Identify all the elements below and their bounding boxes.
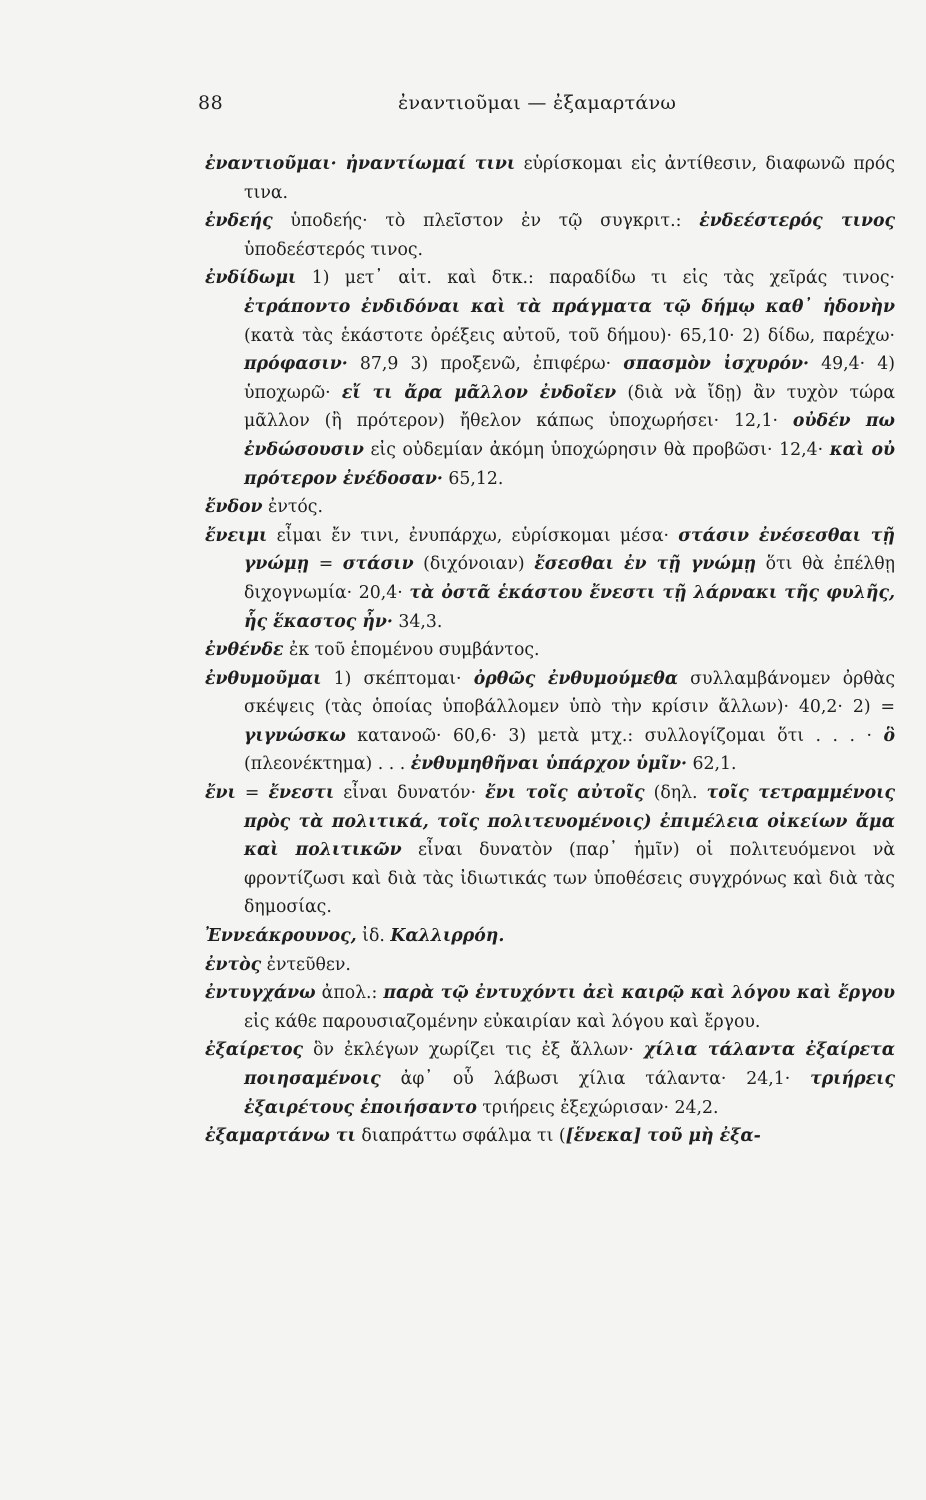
greek-quotation: τοῖς τετραμμένοις πρὸς τὰ πολιτικά, τοῖς πολιτευομένοις) ἐπιμέλεια οἰκείων ἅμα καὶ πολιτικῶν (244, 783, 895, 861)
entry-text: 62,1. (687, 754, 737, 775)
dictionary-entry (205, 979, 895, 1036)
entry-text: (πλεονέκτημα) . . . (244, 754, 411, 775)
entry-text: ἀπολ.: (315, 983, 384, 1004)
greek-quotation: σπασμὸν ἰσχυρόν· (623, 354, 810, 375)
dictionary-entry (205, 665, 895, 779)
entry-text: ἐντεῦθεν. (261, 954, 351, 975)
entry-text: (δηλ. (644, 783, 707, 804)
greek-quotation: πρόφασιν· (244, 354, 348, 375)
entry-text: ἀφ᾽ οὗ λάβωσι χίλια τάλαντα· 24,1· (380, 1069, 811, 1089)
entry-text: = (235, 783, 269, 804)
entry-text: συλλαμβάνομεν ὀρθὰς σκέψεις (τὰς ὁποίας ὑποβάλλομεν ὑπὸ τὴν κρίσιν ἄλλων)· 40,2· 2) = (244, 668, 896, 718)
entry-headword: ἔνδον (205, 497, 263, 518)
entry-headword: ἐξαμαρτάνω τι (205, 1126, 356, 1147)
greek-quotation: ἔσεσθαι ἐν τῇ γνώμῃ (534, 554, 757, 575)
greek-quotation: ἔνι τοῖς αὐτοῖς (485, 783, 645, 804)
dictionary-entry (205, 1122, 895, 1151)
dictionary-entry (205, 779, 895, 922)
entry-text: ὅτι θὰ ἐπέλθῃ διχογνωμία· 20,4· (244, 554, 896, 603)
entry-headword: ἐνδεής (205, 211, 273, 232)
entry-text: τριήρεις ἐξεχώρισαν· 24,2. (476, 1097, 719, 1118)
entry-headword: ἐξαίρετος (205, 1040, 304, 1061)
entry-text: (κατὰ τὰς ἑκάστοτε ὀρέξεις αὐτοῦ, τοῦ δήμου)· 65,10· 2) δίδω, παρέχω· (244, 325, 895, 346)
greek-quotation: χίλια τάλαντα ἐξαίρετα ποιησαμένοις (244, 1040, 895, 1089)
entry-text: ἐντός. (262, 497, 323, 518)
entry-headword: ἐναντιοῦμαι· ἠναντίωμαί τινι (205, 154, 516, 174)
dictionary-entry (205, 207, 895, 264)
dictionary-entry (205, 951, 895, 980)
entry-text: ἰδ. (356, 926, 391, 947)
greek-quotation: εἴ τι ἄρα μᾶλλον ἐνδοῖεν (341, 382, 617, 403)
dictionary-entry (205, 922, 895, 951)
entry-headword: ἐνδίδωμι (205, 268, 297, 289)
greek-quotation: [ἕνεκα] τοῦ μὴ ἐξα- (565, 1126, 761, 1147)
dictionary-entry (205, 522, 895, 636)
dictionary-entry (205, 1036, 895, 1122)
entry-headword: ἐνθυμοῦμαι (205, 668, 322, 689)
greek-quotation: ἐνθυμηθῆναι ὑπάρχον ὑμῖν· (410, 754, 688, 775)
entry-text: ὃν ἐκλέγων χωρίζει τις ἐξ ἄλλων· (303, 1040, 644, 1061)
page-number: 88 (198, 92, 224, 114)
greek-quotation: στάσιν (342, 554, 414, 575)
greek-quotation: παρὰ τῷ ἐντυχόντι ἀεὶ καιρῷ καὶ λόγου καὶ ἔργου (383, 983, 895, 1004)
entry-text: 49,4· 4) ὑποχωρῶ· (244, 354, 895, 403)
greek-quotation: τριήρεις ἐξαιρέτους ἐποιήσαντο (244, 1069, 895, 1118)
dictionary-entry (205, 493, 895, 522)
entry-headword: ἐνθένδε (205, 640, 284, 661)
entry-text: 87,9 3) προξενῶ, ἐπιφέρω· (347, 354, 624, 375)
entry-text: (διὰ νὰ ἴδῃ) ἂν τυχὸν τώρα μᾶλλον (ἢ πρότερον) ἤθελον κάπως ὑποχωρήσει· 12,1· (244, 382, 895, 432)
entry-text: 1) σκέπτομαι· (321, 668, 474, 689)
entry-headword: ἐντυγχάνω (205, 983, 316, 1004)
entry-text: εἰς οὐδεμίαν ἀκόμη ὑποχώρησιν θὰ προβῶσι· 12,4· (363, 439, 830, 460)
entry-text: εἶναι δυνατόν· (334, 783, 486, 804)
entry-text: εἰς κάθε παρουσιαζομένην εὐκαιρίαν καὶ λόγου καὶ ἔργου. (244, 1011, 761, 1032)
greek-quotation: ἔνεστι (268, 783, 335, 804)
entry-text: εἶναι δυνατὸν (παρ᾽ ἡμῖν) οἱ πολιτευόμενοι νὰ φροντίζωσι καὶ διὰ τὰς ἰδιωτικάς των ὑποθέσεις συγχρόνως καὶ διὰ τὰς δημοσίας. (244, 840, 895, 918)
entry-text: (διχόνοιαν) (413, 554, 535, 575)
entry-text: 1) μετ᾽ αἰτ. καὶ δτκ.: παραδίδω τι εἰς τὰς χεῖράς τινος· (296, 268, 895, 289)
greek-quotation: ὀρθῶς ἐνθυμούμεθα (473, 668, 679, 689)
entry-text: = (309, 554, 343, 575)
entry-text: κατανοῶ· 60,6· 3) μετὰ μτχ.: συλλογίζομαι ὅτι . . . · (345, 725, 884, 746)
greek-quotation: ἐνδεέστερός τινος (699, 211, 896, 232)
entry-headword: ἔνι (205, 783, 236, 804)
entry-headword: Ἐννεάκρουνος, (205, 926, 357, 947)
entry-text: 65,12. (442, 468, 504, 489)
dictionary-entry (205, 636, 895, 665)
entry-headword: ἔνειμι (205, 525, 268, 546)
entry-text: ὑποδεής· τὸ πλεῖστον ἐν τῷ συγκριτ.: (272, 211, 700, 232)
greek-quotation: οὐδέν πω ἐνδώσουσιν (244, 411, 895, 460)
entry-list (205, 150, 895, 1151)
greek-quotation: ἐτράποντο ἐνδιδόναι καὶ τὰ πράγματα τῷ δήμῳ καθ᾽ ἡδονὴν (244, 296, 895, 317)
greek-quotation: καὶ οὐ πρότερον ἐνέδοσαν· (244, 439, 895, 489)
greek-quotation: ὃ (883, 725, 895, 746)
greek-quotation: τὰ ὀστᾶ ἑκάστου ἔνεστι τῇ λάρνακι τῆς φυλῆς, ἧς ἕκαστος ἦν· (244, 582, 895, 632)
running-title: ἐναντιοῦμαι — ἐξαμαρτάνω (398, 92, 677, 114)
entry-text: διαπράττω σφάλμα τι ( (355, 1126, 566, 1147)
running-head (198, 92, 718, 122)
entry-headword: ἐντὸς (205, 954, 262, 975)
greek-quotation: Καλλιρρόη. (390, 926, 505, 947)
dictionary-entry (205, 150, 895, 207)
entry-text: 34,3. (392, 611, 443, 632)
entry-text: ὑποδεέστερός τινος. (244, 239, 424, 260)
greek-quotation: στάσιν ἐνέσεσθαι τῇ γνώμῃ (244, 525, 895, 575)
entry-text: ἐκ τοῦ ἑπομένου συμβάντος. (283, 640, 540, 661)
entry-text: εἶμαι ἔν τινι, ἐνυπάρχω, εὑρίσκομαι μέσα· (267, 525, 679, 546)
entry-text: εὑρίσκομαι εἰς ἀντίθεσιν, διαφωνῶ πρός τινα. (244, 154, 896, 203)
dictionary-entry (205, 264, 895, 493)
greek-quotation: γιγνώσκω (244, 725, 346, 746)
